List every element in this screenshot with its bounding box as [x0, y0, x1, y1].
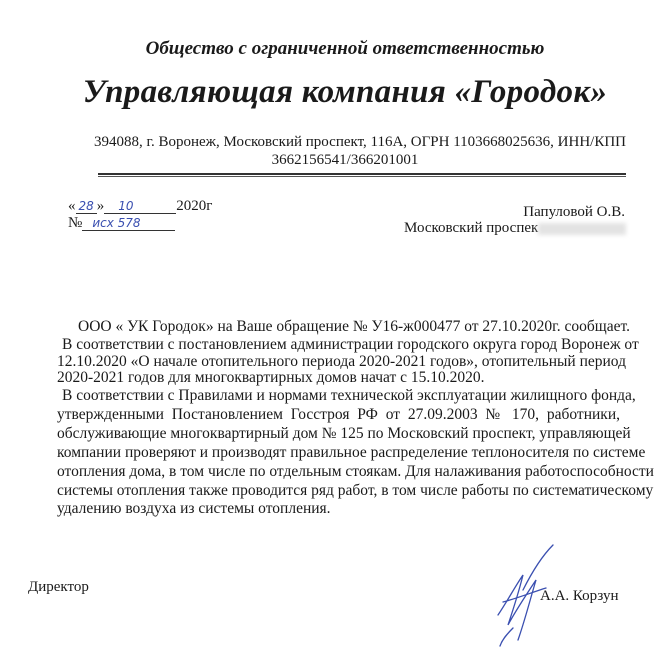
- body-paragraph-line: системы отопления также проводится ряд работ, в том числе работы по систематическому: [57, 482, 654, 499]
- body-paragraph-line: В соответствии с Правилами и нормами технической эксплуатации жилищного фонда,: [62, 387, 636, 404]
- body-paragraph-line: компании проверяют и производят правильное распределение теплоносителя по системе: [57, 444, 646, 461]
- letter-number: [68, 215, 175, 232]
- date-quote: «: [68, 198, 76, 214]
- number-label: №: [68, 215, 83, 231]
- signatory-position: Директор: [28, 579, 89, 595]
- body-paragraph-line: ООО « УК Городок» на Ваше обращение № У16-ж000477 от 27.10.2020г. сообщает.: [78, 318, 630, 335]
- header-divider: [98, 173, 626, 177]
- recipient-address-text: Московский проспек: [404, 220, 539, 236]
- redacted-address: [538, 223, 626, 235]
- org-type: Общество с ограниченной ответственностью: [145, 38, 545, 59]
- body-paragraph-line: удалению воздуха из системы отопления.: [57, 500, 331, 517]
- body-paragraph-line: обслуживающие многоквартирный дом № 125 по Московский проспект, управляющей: [57, 425, 631, 442]
- body-paragraph-line: 2020-2021 годов для многоквартирных домов начат с 15.10.2020.: [57, 369, 485, 386]
- body-paragraph-line: отопления дома, в том числе по отдельным стоякам. Для налаживания работоспособности: [57, 463, 654, 480]
- date-year: 2020г: [176, 198, 213, 214]
- body-paragraph-line: 12.10.2020 «О начале отопительного периода 2020-2021 годов», отопительный период: [57, 353, 626, 370]
- recipient-name: Папуловой О.В.: [523, 204, 625, 220]
- date-quote: »: [96, 198, 105, 214]
- company-inn: 3662156541/366201001: [271, 152, 419, 168]
- date-month: 10: [104, 199, 176, 214]
- date-day: 28: [76, 199, 97, 214]
- body-paragraph-line: В соответствии с постановлением администрации городского округа город Воронеж от: [62, 336, 639, 353]
- letter-date: [68, 198, 212, 215]
- number-value: исх 578: [82, 216, 175, 231]
- recipient-address: [404, 220, 626, 237]
- body-paragraph-line: утвержденными Постановлением Госстроя РФ от 27.09.2003 № 170, работники,: [57, 406, 620, 423]
- company-name: Управляющая компания «Городок»: [82, 74, 608, 110]
- company-address: 394088, г. Воронеж, Московский проспект, 116А, ОГРН 1103668025636, ИНН/КПП: [93, 134, 627, 150]
- signatory-name: А.А. Корзун: [540, 588, 619, 604]
